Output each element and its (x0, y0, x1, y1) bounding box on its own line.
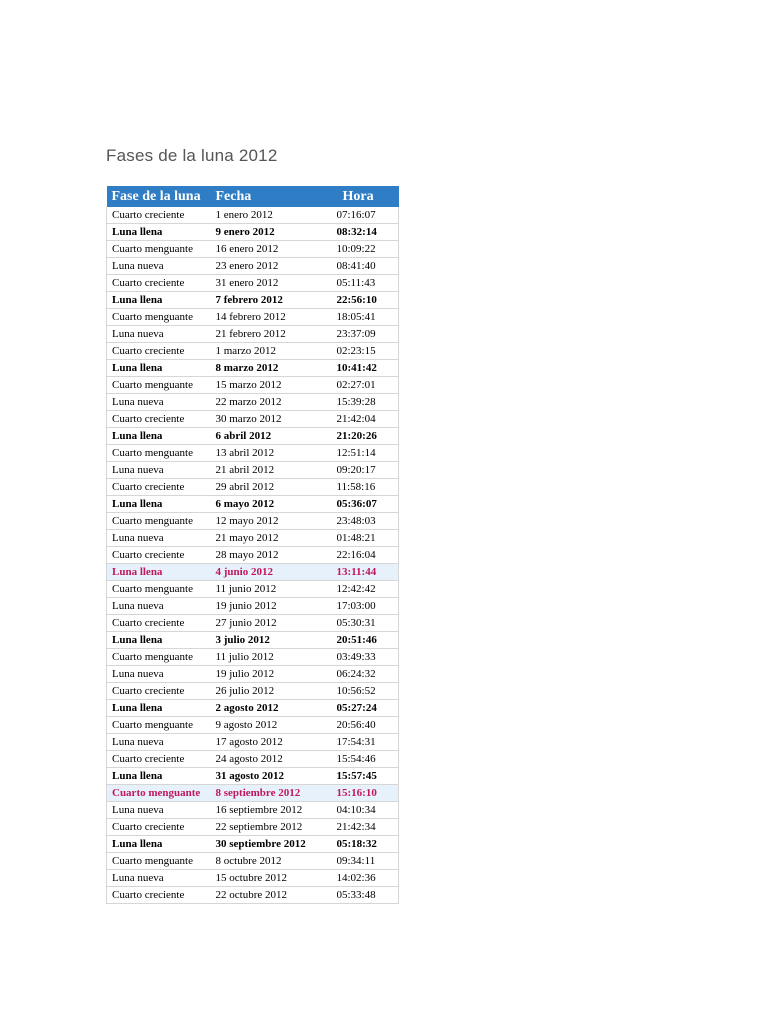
cell-phase: Luna nueva (107, 462, 211, 479)
cell-time: 07:16:07 (337, 207, 399, 224)
cell-phase: Luna nueva (107, 258, 211, 275)
table-row (107, 207, 399, 224)
cell-phase: Cuarto creciente (107, 887, 211, 904)
cell-time: 10:09:22 (337, 241, 399, 258)
cell-phase: Cuarto creciente (107, 343, 211, 360)
cell-phase: Luna nueva (107, 394, 211, 411)
cell-time: 04:10:34 (337, 802, 399, 819)
cell-time: 05:30:31 (337, 615, 399, 632)
cell-time: 05:27:24 (337, 700, 399, 717)
cell-phase: Cuarto creciente (107, 275, 211, 292)
moon-phases-table (106, 186, 399, 904)
cell-time: 21:20:26 (337, 428, 399, 445)
cell-date: 8 octubre 2012 (211, 853, 337, 870)
cell-date: 19 julio 2012 (211, 666, 337, 683)
cell-date: 13 abril 2012 (211, 445, 337, 462)
table-row (107, 853, 399, 870)
cell-time: 10:41:42 (337, 360, 399, 377)
cell-phase: Luna llena (107, 632, 211, 649)
cell-phase: Luna llena (107, 700, 211, 717)
cell-date: 7 febrero 2012 (211, 292, 337, 309)
cell-time: 08:41:40 (337, 258, 399, 275)
table-row (107, 632, 399, 649)
cell-phase: Cuarto creciente (107, 615, 211, 632)
cell-date: 22 marzo 2012 (211, 394, 337, 411)
cell-date: 15 octubre 2012 (211, 870, 337, 887)
cell-time: 20:56:40 (337, 717, 399, 734)
cell-phase: Luna nueva (107, 666, 211, 683)
cell-phase: Luna llena (107, 496, 211, 513)
cell-date: 16 septiembre 2012 (211, 802, 337, 819)
cell-date: 9 enero 2012 (211, 224, 337, 241)
cell-date: 17 agosto 2012 (211, 734, 337, 751)
cell-date: 26 julio 2012 (211, 683, 337, 700)
cell-time: 15:39:28 (337, 394, 399, 411)
cell-time: 15:57:45 (337, 768, 399, 785)
cell-date: 4 junio 2012 (211, 564, 337, 581)
cell-date: 31 agosto 2012 (211, 768, 337, 785)
table-row (107, 819, 399, 836)
cell-phase: Cuarto creciente (107, 683, 211, 700)
cell-date: 1 marzo 2012 (211, 343, 337, 360)
cell-time: 02:23:15 (337, 343, 399, 360)
cell-time: 09:34:11 (337, 853, 399, 870)
cell-date: 2 agosto 2012 (211, 700, 337, 717)
table-row (107, 870, 399, 887)
cell-date: 31 enero 2012 (211, 275, 337, 292)
cell-phase: Luna llena (107, 564, 211, 581)
cell-date: 14 febrero 2012 (211, 309, 337, 326)
header-phase: Fase de la luna (107, 186, 211, 207)
cell-time: 06:24:32 (337, 666, 399, 683)
table-row (107, 887, 399, 904)
cell-phase: Luna llena (107, 768, 211, 785)
table-row (107, 530, 399, 547)
cell-time: 20:51:46 (337, 632, 399, 649)
table-row (107, 564, 399, 581)
table-row (107, 581, 399, 598)
cell-time: 12:51:14 (337, 445, 399, 462)
cell-date: 30 marzo 2012 (211, 411, 337, 428)
cell-phase: Luna nueva (107, 530, 211, 547)
cell-date: 3 julio 2012 (211, 632, 337, 649)
cell-time: 01:48:21 (337, 530, 399, 547)
table-row (107, 292, 399, 309)
table-row (107, 309, 399, 326)
cell-time: 23:37:09 (337, 326, 399, 343)
cell-time: 08:32:14 (337, 224, 399, 241)
cell-date: 21 febrero 2012 (211, 326, 337, 343)
table-header-row (107, 186, 399, 207)
cell-time: 12:42:42 (337, 581, 399, 598)
cell-phase: Cuarto menguante (107, 853, 211, 870)
cell-time: 21:42:04 (337, 411, 399, 428)
cell-phase: Luna nueva (107, 598, 211, 615)
table-row (107, 462, 399, 479)
cell-date: 21 mayo 2012 (211, 530, 337, 547)
cell-time: 15:54:46 (337, 751, 399, 768)
cell-phase: Cuarto creciente (107, 819, 211, 836)
table-row (107, 394, 399, 411)
table-row (107, 513, 399, 530)
cell-phase: Luna nueva (107, 870, 211, 887)
cell-time: 17:54:31 (337, 734, 399, 751)
table-row (107, 275, 399, 292)
table-row (107, 377, 399, 394)
cell-phase: Cuarto menguante (107, 649, 211, 666)
cell-date: 22 septiembre 2012 (211, 819, 337, 836)
cell-date: 8 septiembre 2012 (211, 785, 337, 802)
cell-date: 6 abril 2012 (211, 428, 337, 445)
cell-time: 23:48:03 (337, 513, 399, 530)
table-row (107, 683, 399, 700)
table-row (107, 428, 399, 445)
cell-date: 16 enero 2012 (211, 241, 337, 258)
table-row (107, 479, 399, 496)
cell-phase: Luna nueva (107, 734, 211, 751)
table-row (107, 666, 399, 683)
cell-time: 05:18:32 (337, 836, 399, 853)
cell-time: 10:56:52 (337, 683, 399, 700)
table-row (107, 445, 399, 462)
cell-date: 8 marzo 2012 (211, 360, 337, 377)
cell-date: 15 marzo 2012 (211, 377, 337, 394)
table-row (107, 734, 399, 751)
cell-date: 9 agosto 2012 (211, 717, 337, 734)
cell-phase: Cuarto creciente (107, 479, 211, 496)
table-row (107, 717, 399, 734)
cell-time: 02:27:01 (337, 377, 399, 394)
cell-phase: Luna nueva (107, 802, 211, 819)
cell-phase: Luna llena (107, 836, 211, 853)
cell-phase: Cuarto creciente (107, 411, 211, 428)
cell-phase: Cuarto menguante (107, 581, 211, 598)
cell-date: 24 agosto 2012 (211, 751, 337, 768)
table-row (107, 224, 399, 241)
table-row (107, 768, 399, 785)
table-row (107, 343, 399, 360)
cell-date: 27 junio 2012 (211, 615, 337, 632)
cell-date: 19 junio 2012 (211, 598, 337, 615)
cell-time: 09:20:17 (337, 462, 399, 479)
cell-time: 18:05:41 (337, 309, 399, 326)
cell-phase: Luna nueva (107, 326, 211, 343)
cell-time: 22:56:10 (337, 292, 399, 309)
cell-phase: Luna llena (107, 360, 211, 377)
table-row (107, 802, 399, 819)
table-row (107, 751, 399, 768)
cell-time: 17:03:00 (337, 598, 399, 615)
cell-time: 05:36:07 (337, 496, 399, 513)
cell-time: 11:58:16 (337, 479, 399, 496)
cell-date: 22 octubre 2012 (211, 887, 337, 904)
cell-time: 05:33:48 (337, 887, 399, 904)
table-row (107, 598, 399, 615)
table-row (107, 360, 399, 377)
cell-time: 05:11:43 (337, 275, 399, 292)
table-row (107, 836, 399, 853)
table-row (107, 547, 399, 564)
cell-time: 15:16:10 (337, 785, 399, 802)
table-row (107, 615, 399, 632)
cell-phase: Luna llena (107, 292, 211, 309)
page-title: Fases de la luna 2012 (106, 146, 278, 165)
cell-phase: Luna llena (107, 224, 211, 241)
table-row (107, 496, 399, 513)
table-row (107, 258, 399, 275)
cell-date: 21 abril 2012 (211, 462, 337, 479)
cell-date: 23 enero 2012 (211, 258, 337, 275)
cell-date: 1 enero 2012 (211, 207, 337, 224)
cell-phase: Cuarto menguante (107, 785, 211, 802)
cell-date: 12 mayo 2012 (211, 513, 337, 530)
cell-time: 03:49:33 (337, 649, 399, 666)
cell-phase: Cuarto creciente (107, 547, 211, 564)
table-row (107, 700, 399, 717)
cell-phase: Cuarto menguante (107, 717, 211, 734)
header-time: Hora (337, 186, 399, 207)
cell-time: 22:16:04 (337, 547, 399, 564)
cell-phase: Cuarto menguante (107, 309, 211, 326)
cell-phase: Cuarto menguante (107, 377, 211, 394)
cell-time: 13:11:44 (337, 564, 399, 581)
cell-phase: Cuarto creciente (107, 751, 211, 768)
table-row (107, 649, 399, 666)
header-date: Fecha (211, 186, 337, 207)
cell-date: 11 julio 2012 (211, 649, 337, 666)
cell-phase: Cuarto creciente (107, 207, 211, 224)
cell-phase: Cuarto menguante (107, 241, 211, 258)
cell-date: 30 septiembre 2012 (211, 836, 337, 853)
table-row (107, 785, 399, 802)
cell-phase: Cuarto menguante (107, 445, 211, 462)
cell-date: 28 mayo 2012 (211, 547, 337, 564)
cell-date: 11 junio 2012 (211, 581, 337, 598)
cell-time: 21:42:34 (337, 819, 399, 836)
cell-date: 29 abril 2012 (211, 479, 337, 496)
table-row (107, 326, 399, 343)
cell-phase: Luna llena (107, 428, 211, 445)
cell-time: 14:02:36 (337, 870, 399, 887)
cell-phase: Cuarto menguante (107, 513, 211, 530)
table-row (107, 241, 399, 258)
cell-date: 6 mayo 2012 (211, 496, 337, 513)
table-row (107, 411, 399, 428)
